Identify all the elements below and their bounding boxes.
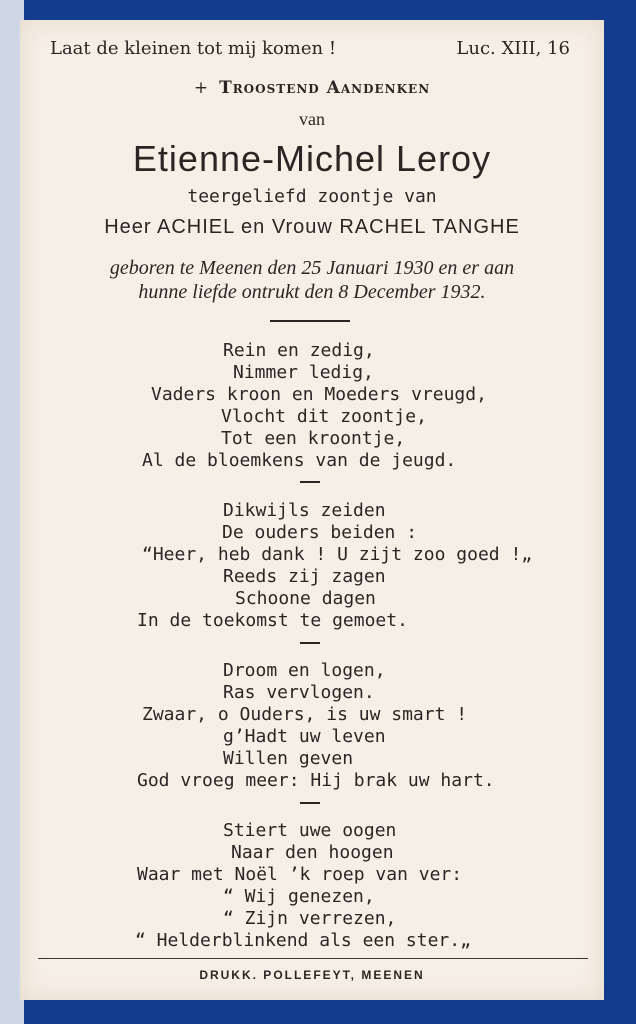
- poem-line: Vlocht dit zoontje,: [221, 406, 427, 427]
- parents-line: Heer ACHIEL en Vrouw RACHEL TANGHE: [104, 216, 520, 238]
- poem-line: “ Wij genezen,: [223, 886, 375, 907]
- birth-death-text: [20, 256, 604, 304]
- footer-rule: [38, 958, 588, 959]
- bible-reference: Luc. XIII, 16: [456, 38, 570, 59]
- poem-line: “ Zijn verrezen,: [223, 908, 397, 929]
- poem-line: Waar met Noël ’k roep van ver:: [137, 864, 463, 885]
- poem-line: Naar den hoogen: [231, 842, 394, 863]
- title-text: Troostend Aandenken: [219, 78, 431, 98]
- poem-line: Stiert uwe oogen: [223, 820, 397, 841]
- poem-line: Rein en zedig,: [223, 340, 375, 361]
- van-word: van: [299, 109, 325, 129]
- poem-line: Nimmer ledig,: [233, 362, 374, 383]
- poem-line: Droom en logen,: [223, 660, 386, 681]
- birth-line-1: geboren te Meenen den 25 Januari 1930 en er aan: [109, 257, 515, 279]
- poem-line: Schoone dagen: [235, 588, 376, 609]
- divider-line: [270, 320, 350, 322]
- poem-line: God vroeg meer: Hij brak uw hart.: [137, 770, 495, 791]
- bible-quote: Laat de kleinen tot mij komen !: [50, 38, 337, 59]
- poem-line: Reeds zij zagen: [223, 566, 386, 587]
- header-row: [20, 38, 604, 66]
- printer-imprint: DRUKK. POLLEFEYT, MEENEN: [199, 968, 425, 982]
- stanza-divider: [300, 802, 320, 804]
- poem-line: “Heer, heb dank ! U zijt zoo goed !„: [142, 544, 533, 565]
- title-line: [20, 78, 604, 98]
- stanza-divider: [300, 642, 320, 644]
- poem-line: Vaders kroon en Moeders vreugd,: [151, 384, 487, 405]
- cross-icon: +: [193, 78, 210, 98]
- relation-line: teergeliefd zoontje van: [187, 186, 437, 207]
- birth-line-2: hunne liefde ontrukt den 8 December 1932.: [138, 281, 486, 303]
- poem-line: g’Hadt uw leven: [223, 726, 386, 747]
- stanza-divider: [300, 481, 320, 483]
- memorial-card: [20, 20, 604, 1000]
- deceased-name: Etienne-Michel Leroy: [132, 138, 492, 179]
- poem-line: Tot een kroontje,: [221, 428, 406, 449]
- poem-line: Willen geven: [223, 748, 354, 769]
- poem-line: Zwaar, o Ouders, is uw smart !: [142, 704, 468, 725]
- poem-line: Dikwijls zeiden: [223, 500, 386, 521]
- poem-line: De ouders beiden :: [222, 522, 418, 543]
- poem-line: “ Helderblinkend als een ster.„: [135, 930, 471, 951]
- poem-line: In de toekomst te gemoet.: [137, 610, 408, 631]
- poem-line: Ras vervlogen.: [223, 682, 375, 703]
- poem-line: Al de bloemkens van de jeugd.: [142, 450, 457, 471]
